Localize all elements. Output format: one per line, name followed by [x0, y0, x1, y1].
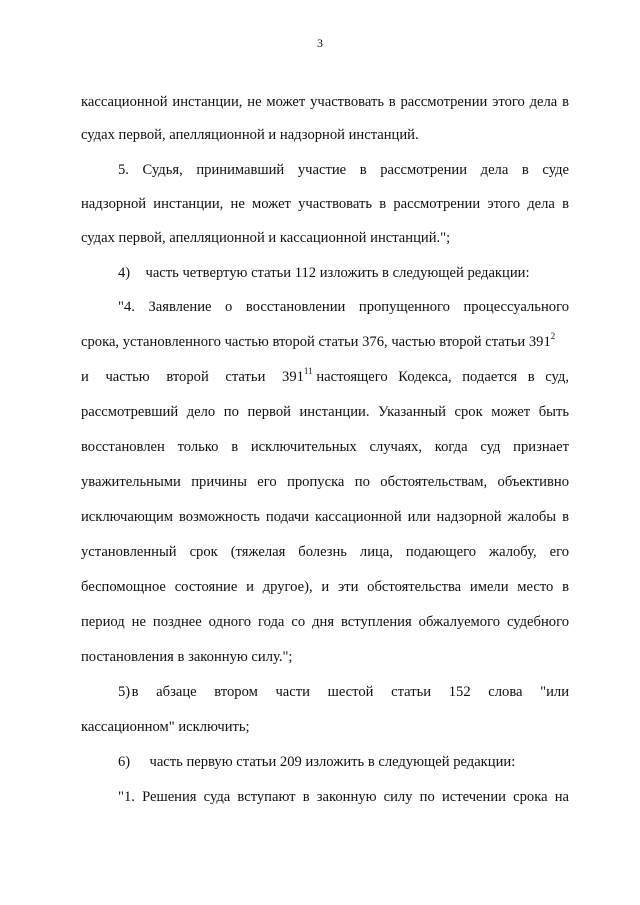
text-line-14: установленный срок (тяжелая болезнь лица, подающего жалобу, его	[81, 544, 569, 560]
text-line-9-part-b: настоящего Кодекса, подается в суд,	[316, 369, 569, 385]
list-item-6-number: 6)	[118, 754, 131, 770]
text-line-1: кассационной инстанции, не может участвовать в рассмотрении этого дела в	[81, 94, 569, 110]
list-item-6	[118, 753, 515, 771]
text-line-8-text: срока, установленного частью второй статьи 376, частью второй статьи 391	[81, 334, 551, 350]
list-item-4	[118, 264, 530, 282]
text-line-13: исключающим возможность подачи кассационной или надзорной жалобы в	[81, 509, 569, 525]
page-number: 3	[317, 36, 323, 50]
text-line-11: восстановлен только в исключительных случаях, когда суд признает	[81, 439, 569, 455]
text-line-2: судах первой, апелляционной и надзорной инстанций.	[81, 127, 419, 143]
list-item-5-number: 5)	[118, 684, 131, 700]
superscript-2: 2	[550, 331, 556, 342]
text-line-5: судах первой, апелляционной и кассационной инстанций.";	[81, 230, 451, 246]
text-line-9-part-a: и частью второй статьи 391	[81, 369, 304, 385]
list-item-4-number: 4)	[118, 265, 131, 281]
text-line-7: "4. Заявление о восстановлении пропущенного процессуального	[118, 299, 569, 315]
text-line-10: рассмотревший дело по первой инстанции. Указанный срок может быть	[81, 404, 569, 420]
text-line-4: надзорной инстанции, не может участвовать в рассмотрении этого дела в	[81, 196, 569, 212]
text-line-15: беспомощное состояние и другое), и эти обстоятельства имели место в	[81, 579, 569, 595]
text-line-9	[81, 368, 569, 386]
list-item-5-text: в абзаце втором части шестой статьи 152 слова "или	[131, 684, 569, 700]
text-line-21: "1. Решения суда вступают в законную силу по истечении срока на	[118, 789, 569, 805]
superscript-11: 11	[303, 366, 313, 377]
list-item-6-text: часть первую статьи 209 изложить в следующей редакции:	[149, 754, 516, 770]
list-item-5	[118, 683, 569, 701]
text-line-8	[81, 333, 571, 351]
text-line-16: период не позднее одного года со дня вступления обжалуемого судебного	[81, 614, 569, 630]
text-line-17: постановления в законную силу.";	[81, 649, 293, 665]
text-line-19: кассационном" исключить;	[81, 719, 250, 735]
text-line-12: уважительными причины его пропуска по обстоятельствам, объективно	[81, 474, 569, 490]
text-line-3: 5. Судья, принимавший участие в рассмотрении дела в суде	[118, 162, 569, 178]
list-item-4-text: часть четвертую статьи 112 изложить в следующей редакции:	[145, 265, 530, 281]
